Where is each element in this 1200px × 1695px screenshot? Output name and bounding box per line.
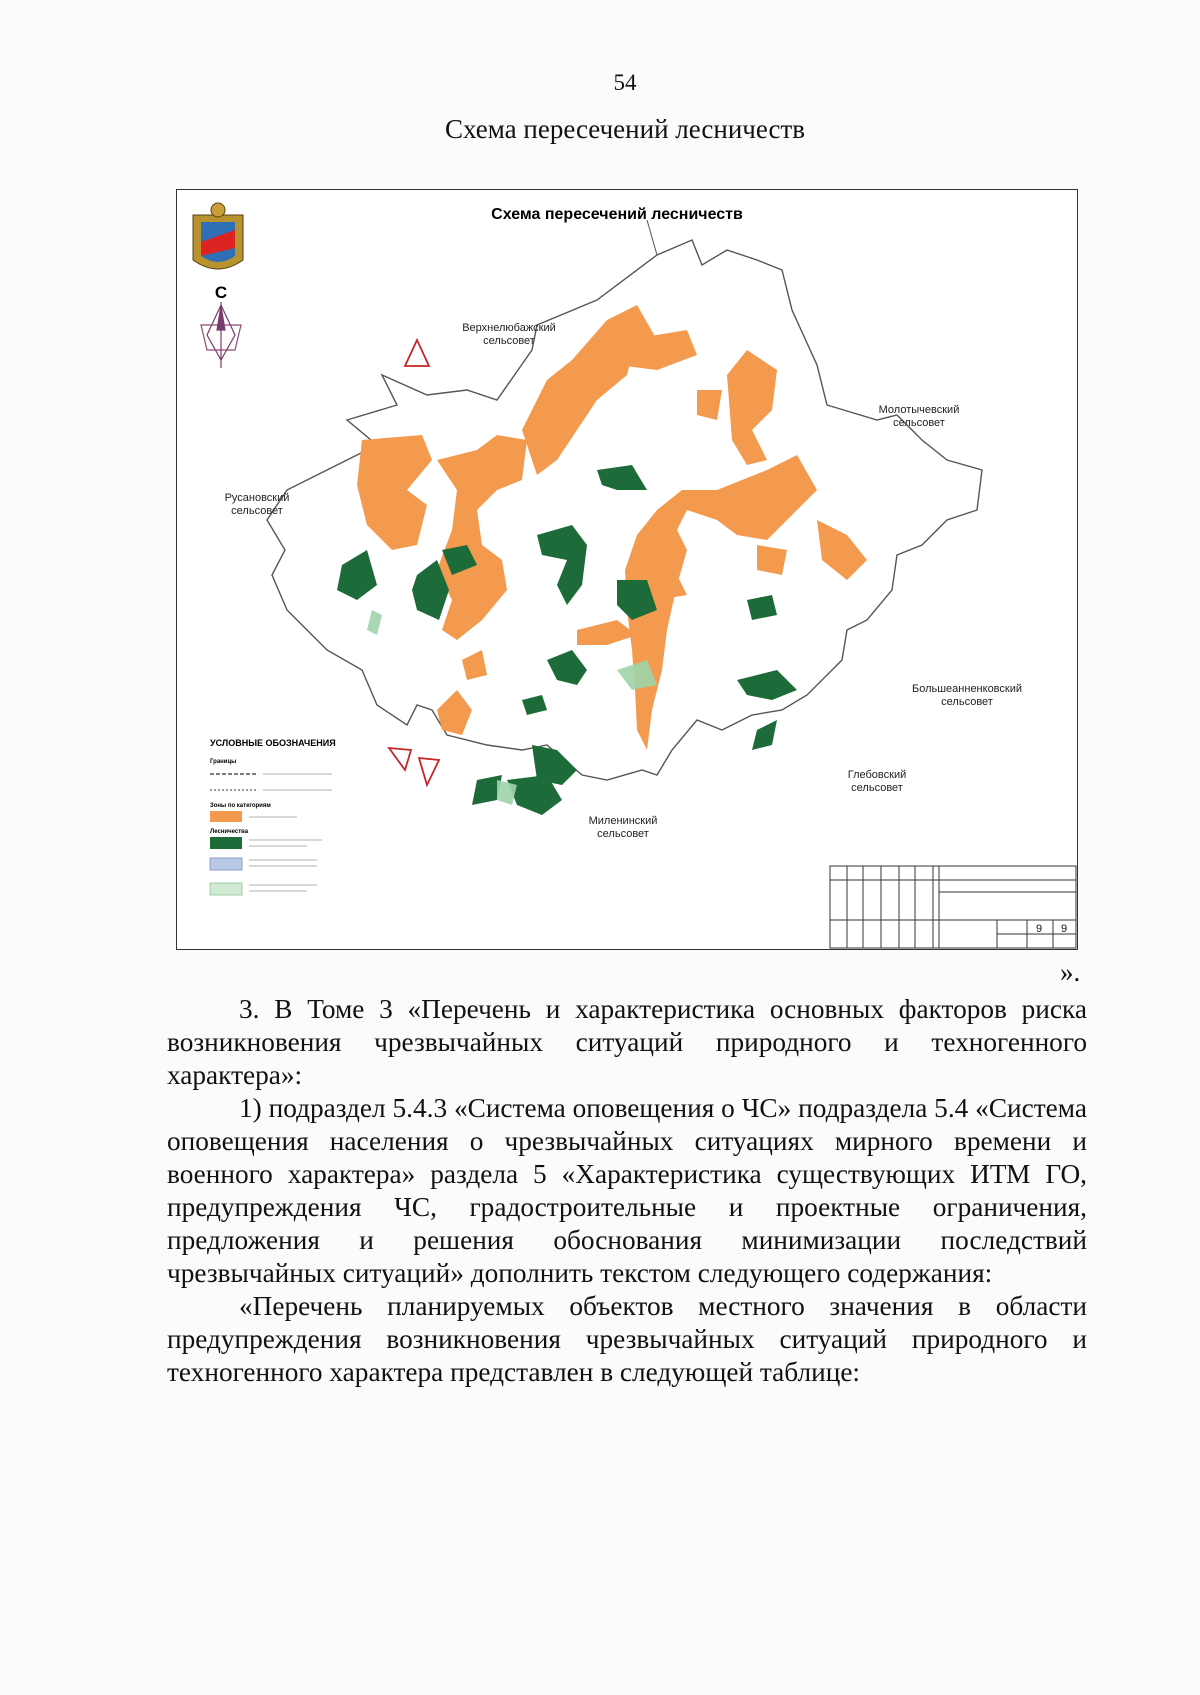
region-label: Глебовский <box>847 769 907 781</box>
region-label: Большеанненковский <box>911 683 1023 695</box>
orange-forest-zones <box>357 305 867 750</box>
legend-heading: УСЛОВНЫЕ ОБОЗНАЧЕНИЯ <box>210 738 336 748</box>
region-label: Верхнелюбажский <box>462 322 556 334</box>
drawing-title-block <box>830 866 1076 948</box>
body-text <box>167 993 1087 1389</box>
map-title: Схема пересечений лесничеств <box>491 206 743 223</box>
forest-intersection-map <box>176 189 1078 950</box>
region-label: сельсовет <box>893 417 945 429</box>
closing-quote: ». <box>1060 957 1081 987</box>
region-label: сельсовет <box>483 335 535 347</box>
legend-forests-label: Лесничества <box>210 829 249 835</box>
sheets-total: 9 <box>1060 923 1068 935</box>
region-label: сельсовет <box>231 505 283 517</box>
region-label: Русановский <box>224 492 290 504</box>
region-label: Молотычевский <box>878 404 960 416</box>
paragraph: «Перечень планируемых объектов местного значения в области предупреждения возникновения чрезвычайных ситуаций природного и техногенного характера представлен в следующей таблице: <box>167 1291 1087 1387</box>
paragraph: 1) подраздел 5.4.3 «Система оповещения о ЧС» подраздела 5.4 «Система оповещения населения о чрезвычайных ситуациях мирного времени и военного характера» раздела 5 «Характеристика существующих ИТМ ГО, предупреждения ЧС, градостроительные и проектные ограничения, предложения и решения обоснования минимизации последствий чрезвычайных ситуаций» дополнить текстом следующего содержания: <box>167 1093 1087 1288</box>
region-label: Миленинский <box>588 815 658 827</box>
region-label: сельсовет <box>597 828 649 840</box>
region-label: сельсовет <box>941 696 993 708</box>
compass-icon <box>201 302 241 368</box>
north-label: С <box>214 283 228 302</box>
region-label: сельсовет <box>851 782 903 794</box>
legend-borders-label: Границы <box>210 759 237 765</box>
page-number: 54 <box>613 70 637 95</box>
paragraph: 3. В Томе 3 «Перечень и характеристика основных факторов риска возникновения чрезвычайных ситуаций природного и техногенного характера»: <box>167 994 1087 1090</box>
map-legend <box>210 738 336 895</box>
legend-zones-label: Зоны по категориям <box>210 803 271 809</box>
sheet-number: 9 <box>1035 923 1043 935</box>
coat-of-arms-icon <box>193 203 243 269</box>
page-heading: Схема пересечений лесничеств <box>444 114 806 144</box>
